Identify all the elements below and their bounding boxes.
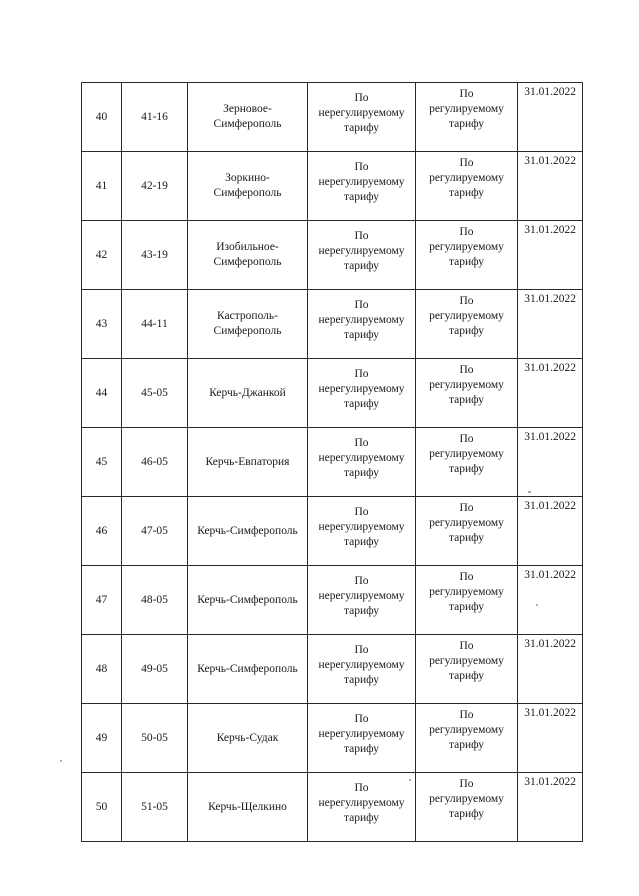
regulation-line: нерегулируемому bbox=[318, 658, 405, 671]
route-name bbox=[214, 240, 282, 270]
regulation-text bbox=[318, 229, 404, 274]
regulation-line: По bbox=[354, 643, 369, 656]
regulation-line: По bbox=[354, 367, 369, 380]
fare-line: регулируемому bbox=[429, 172, 504, 184]
fare-line: тарифу bbox=[448, 739, 485, 751]
fare-line: тарифу bbox=[448, 532, 485, 544]
fare-cell bbox=[416, 428, 518, 497]
route-name-cell bbox=[188, 83, 308, 152]
regulation-line: По bbox=[354, 436, 369, 449]
row-number-cell: 43 bbox=[82, 290, 122, 359]
route-code-cell: 42-19 bbox=[122, 152, 188, 221]
regulation-line: нерегулируемому bbox=[318, 589, 405, 602]
scan-speck bbox=[528, 491, 531, 493]
fare-line: тарифу bbox=[448, 601, 485, 613]
regulation-line: тарифу bbox=[343, 742, 380, 755]
route-name-line: Симферополь bbox=[213, 325, 282, 337]
route-name-line: Керчь-Евпатория bbox=[205, 455, 290, 468]
scan-speck bbox=[536, 604, 538, 606]
regulation-text bbox=[318, 298, 404, 343]
route-name-cell bbox=[188, 635, 308, 704]
row-number-cell: 44 bbox=[82, 359, 122, 428]
date-cell: 31.01.2022 bbox=[518, 704, 583, 773]
regulation-line: По bbox=[354, 505, 369, 518]
regulation-cell bbox=[308, 83, 416, 152]
row-number-cell: 47 bbox=[82, 566, 122, 635]
row-number-cell: 41 bbox=[82, 152, 122, 221]
route-name bbox=[214, 102, 282, 132]
routes-table bbox=[81, 82, 583, 842]
fare-line: тарифу bbox=[448, 670, 485, 682]
regulation-line: тарифу bbox=[343, 466, 380, 479]
fare-line: регулируемому bbox=[429, 655, 504, 667]
route-name-cell bbox=[188, 359, 308, 428]
date-cell: 31.01.2022 bbox=[518, 359, 583, 428]
regulation-line: нерегулируемому bbox=[318, 106, 405, 119]
table-row bbox=[82, 497, 583, 566]
route-name-line: Керчь-Симферополь bbox=[197, 593, 298, 606]
regulation-line: По bbox=[354, 298, 369, 311]
fare-line: тарифу bbox=[448, 463, 485, 475]
fare-line: По bbox=[459, 433, 474, 445]
row-number-cell: 50 bbox=[82, 773, 122, 842]
fare-line: регулируемому bbox=[429, 103, 504, 115]
fare-text bbox=[429, 501, 504, 546]
regulation-cell bbox=[308, 497, 416, 566]
regulation-cell bbox=[308, 566, 416, 635]
route-name-line: Симферополь bbox=[213, 187, 282, 199]
route-code-cell: 41-16 bbox=[122, 83, 188, 152]
route-name-line: Симферополь bbox=[213, 118, 282, 130]
fare-line: По bbox=[459, 571, 474, 583]
regulation-cell bbox=[308, 152, 416, 221]
fare-cell bbox=[416, 497, 518, 566]
regulation-line: нерегулируемому bbox=[318, 313, 405, 326]
fare-line: тарифу bbox=[448, 394, 485, 406]
fare-text bbox=[429, 639, 504, 684]
fare-cell bbox=[416, 221, 518, 290]
route-name-line: Зерновое- bbox=[223, 103, 272, 115]
fare-line: По bbox=[459, 778, 474, 790]
regulation-line: нерегулируемому bbox=[318, 451, 405, 464]
fare-line: тарифу bbox=[448, 118, 485, 130]
route-code-cell: 50-05 bbox=[122, 704, 188, 773]
fare-text bbox=[429, 432, 504, 477]
fare-line: регулируемому bbox=[429, 448, 504, 460]
regulation-line: нерегулируемому bbox=[318, 796, 405, 809]
route-name bbox=[214, 309, 282, 339]
regulation-line: По bbox=[354, 781, 369, 794]
scan-speck bbox=[60, 760, 62, 762]
regulation-text bbox=[318, 91, 404, 136]
fare-text bbox=[429, 363, 504, 408]
fare-text bbox=[429, 570, 504, 615]
route-name bbox=[217, 731, 279, 746]
route-name bbox=[209, 386, 286, 401]
table-row bbox=[82, 635, 583, 704]
regulation-line: тарифу bbox=[343, 259, 380, 272]
table-row bbox=[82, 221, 583, 290]
table-row bbox=[82, 152, 583, 221]
fare-text bbox=[429, 294, 504, 339]
regulation-line: По bbox=[354, 91, 369, 104]
route-name-cell bbox=[188, 773, 308, 842]
regulation-text bbox=[318, 367, 404, 412]
fare-cell bbox=[416, 359, 518, 428]
regulation-line: тарифу bbox=[343, 121, 380, 134]
regulation-line: тарифу bbox=[343, 328, 380, 341]
route-code-cell: 51-05 bbox=[122, 773, 188, 842]
fare-line: регулируемому bbox=[429, 517, 504, 529]
regulation-text bbox=[318, 505, 404, 550]
regulation-line: тарифу bbox=[343, 397, 380, 410]
regulation-line: тарифу bbox=[343, 604, 380, 617]
fare-text bbox=[429, 777, 504, 822]
fare-line: По bbox=[459, 295, 474, 307]
date-cell: 31.01.2022 bbox=[518, 83, 583, 152]
table-row bbox=[82, 290, 583, 359]
fare-line: регулируемому bbox=[429, 586, 504, 598]
fare-cell bbox=[416, 773, 518, 842]
route-name-line: Изобильное- bbox=[216, 241, 279, 253]
fare-line: регулируемому bbox=[429, 241, 504, 253]
row-number-cell: 42 bbox=[82, 221, 122, 290]
route-name bbox=[214, 171, 282, 201]
route-code-cell: 46-05 bbox=[122, 428, 188, 497]
regulation-text bbox=[318, 436, 404, 481]
table-row bbox=[82, 566, 583, 635]
regulation-line: тарифу bbox=[343, 535, 380, 548]
date-cell: 31.01.2022 bbox=[518, 773, 583, 842]
fare-line: По bbox=[459, 226, 474, 238]
table-row bbox=[82, 83, 583, 152]
route-name-line: Керчь-Симферополь bbox=[197, 662, 298, 675]
route-name-line: Кастрополь- bbox=[217, 310, 278, 322]
table-row bbox=[82, 428, 583, 497]
route-name-cell bbox=[188, 428, 308, 497]
regulation-cell bbox=[308, 428, 416, 497]
row-number-cell: 40 bbox=[82, 83, 122, 152]
date-cell: 31.01.2022 bbox=[518, 566, 583, 635]
fare-line: По bbox=[459, 709, 474, 721]
date-cell: 31.01.2022 bbox=[518, 290, 583, 359]
fare-line: регулируемому bbox=[429, 724, 504, 736]
fare-line: тарифу bbox=[448, 808, 485, 820]
table-row bbox=[82, 773, 583, 842]
fare-cell bbox=[416, 290, 518, 359]
fare-cell bbox=[416, 704, 518, 773]
route-name-line: Симферополь bbox=[213, 256, 282, 268]
regulation-line: нерегулируемому bbox=[318, 382, 405, 395]
route-name-line: Зоркино- bbox=[225, 172, 270, 184]
route-code-cell: 45-05 bbox=[122, 359, 188, 428]
regulation-text bbox=[318, 781, 404, 826]
date-cell: 31.01.2022 bbox=[518, 428, 583, 497]
regulation-line: По bbox=[354, 574, 369, 587]
regulation-cell bbox=[308, 704, 416, 773]
regulation-line: тарифу bbox=[343, 673, 380, 686]
route-name-line: Керчь-Щелкино bbox=[208, 800, 287, 813]
route-name-cell bbox=[188, 152, 308, 221]
fare-cell bbox=[416, 635, 518, 704]
route-name bbox=[197, 524, 298, 539]
row-number-cell: 48 bbox=[82, 635, 122, 704]
fare-text bbox=[429, 156, 504, 201]
regulation-line: По bbox=[354, 229, 369, 242]
regulation-text bbox=[318, 574, 404, 619]
route-code-cell: 43-19 bbox=[122, 221, 188, 290]
fare-line: тарифу bbox=[448, 256, 485, 268]
date-cell: 31.01.2022 bbox=[518, 221, 583, 290]
route-name-cell bbox=[188, 566, 308, 635]
regulation-line: тарифу bbox=[343, 811, 380, 824]
fare-cell bbox=[416, 566, 518, 635]
regulation-cell bbox=[308, 290, 416, 359]
regulation-text bbox=[318, 643, 404, 688]
route-code-cell: 48-05 bbox=[122, 566, 188, 635]
row-number-cell: 46 bbox=[82, 497, 122, 566]
regulation-line: По bbox=[354, 160, 369, 173]
route-name-line: Керчь-Джанкой bbox=[209, 386, 286, 399]
date-cell: 31.01.2022 bbox=[518, 152, 583, 221]
fare-line: По bbox=[459, 157, 474, 169]
fare-line: тарифу bbox=[448, 325, 485, 337]
regulation-cell bbox=[308, 773, 416, 842]
date-cell: 31.01.2022 bbox=[518, 497, 583, 566]
regulation-line: нерегулируемому bbox=[318, 175, 405, 188]
table-row bbox=[82, 359, 583, 428]
fare-line: регулируемому bbox=[429, 793, 504, 805]
fare-line: регулируемому bbox=[429, 379, 504, 391]
route-name bbox=[197, 593, 298, 608]
regulation-line: нерегулируемому bbox=[318, 520, 405, 533]
fare-line: тарифу bbox=[448, 187, 485, 199]
route-code-cell: 44-11 bbox=[122, 290, 188, 359]
fare-line: По bbox=[459, 88, 474, 100]
fare-line: регулируемому bbox=[429, 310, 504, 322]
regulation-line: тарифу bbox=[343, 190, 380, 203]
route-name-cell bbox=[188, 497, 308, 566]
routes-table-body bbox=[82, 83, 583, 842]
route-code-cell: 49-05 bbox=[122, 635, 188, 704]
regulation-cell bbox=[308, 359, 416, 428]
regulation-text bbox=[318, 712, 404, 757]
date-cell: 31.01.2022 bbox=[518, 635, 583, 704]
route-name-cell bbox=[188, 221, 308, 290]
regulation-cell bbox=[308, 221, 416, 290]
route-name-line: Керчь-Симферополь bbox=[197, 524, 298, 537]
row-number-cell: 45 bbox=[82, 428, 122, 497]
regulation-line: нерегулируемому bbox=[318, 244, 405, 257]
regulation-line: нерегулируемому bbox=[318, 727, 405, 740]
regulation-text bbox=[318, 160, 404, 205]
regulation-line: По bbox=[354, 712, 369, 725]
fare-cell bbox=[416, 152, 518, 221]
fare-line: По bbox=[459, 364, 474, 376]
route-name-line: Керчь-Судак bbox=[216, 731, 279, 744]
route-name-cell bbox=[188, 290, 308, 359]
row-number-cell: 49 bbox=[82, 704, 122, 773]
table-row bbox=[82, 704, 583, 773]
route-name-cell bbox=[188, 704, 308, 773]
scan-speck bbox=[409, 779, 411, 781]
route-name bbox=[197, 662, 298, 677]
fare-line: По bbox=[459, 502, 474, 514]
regulation-cell bbox=[308, 635, 416, 704]
fare-line: По bbox=[459, 640, 474, 652]
fare-cell bbox=[416, 83, 518, 152]
fare-text bbox=[429, 225, 504, 270]
route-name bbox=[208, 800, 287, 815]
route-name bbox=[206, 455, 290, 470]
route-code-cell: 47-05 bbox=[122, 497, 188, 566]
fare-text bbox=[429, 708, 504, 753]
fare-text bbox=[429, 87, 504, 132]
